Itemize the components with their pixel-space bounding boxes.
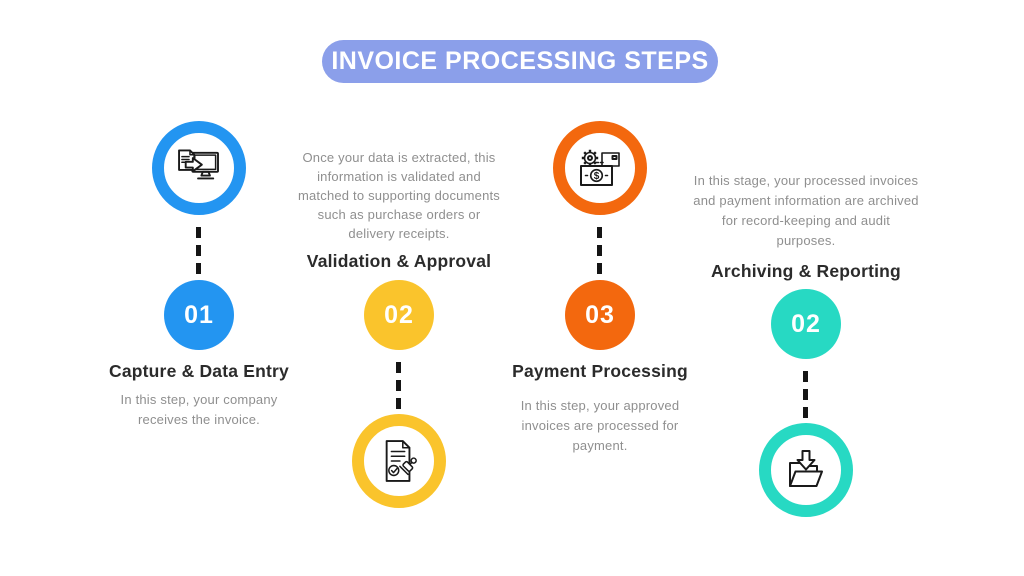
step2-connector	[396, 362, 401, 410]
step3-icon-circle	[553, 121, 647, 215]
approved-document-stamp-icon	[380, 439, 418, 483]
step4-number: 02	[791, 309, 821, 338]
step4-number-badge	[771, 289, 841, 359]
step2-description: Once your data is extracted, this information is validated and matched to supporting documents such as purchase orders or delivery receipts.	[297, 150, 501, 241]
step3-description: In this step, your approved invoices are processed for payment.	[520, 398, 680, 453]
step1-description: In this step, your company receives the invoice.	[120, 392, 278, 427]
document-transfer-computer-icon	[176, 149, 222, 187]
header-pill	[322, 40, 718, 83]
step2-title: Validation & Approval	[306, 251, 492, 271]
step3-connector	[597, 227, 602, 275]
step2-icon-circle	[352, 414, 446, 508]
step1-connector	[196, 227, 201, 275]
step4-icon-circle	[759, 423, 853, 517]
step1-icon-circle	[152, 121, 246, 215]
step4-connector	[803, 371, 808, 419]
step1-number: 01	[184, 300, 214, 329]
step1-number-badge	[164, 280, 234, 350]
cash-gear-icon	[577, 147, 623, 189]
step2-number: 02	[384, 300, 414, 329]
step2-number-badge	[364, 280, 434, 350]
step3-title: Payment Processing	[512, 361, 688, 381]
step1-title: Capture & Data Entry	[108, 361, 289, 381]
step3-number: 03	[585, 300, 615, 329]
step3-number-badge	[565, 280, 635, 350]
svg-text:$: $	[593, 171, 600, 183]
folder-download-icon	[783, 449, 829, 491]
page-title: INVOICE PROCESSING STEPS	[331, 47, 709, 75]
step4-description: In this stage, your processed invoices and payment information are archived for record-keeping and audit purposes.	[693, 173, 919, 248]
step4-title: Archiving & Reporting	[711, 261, 901, 281]
